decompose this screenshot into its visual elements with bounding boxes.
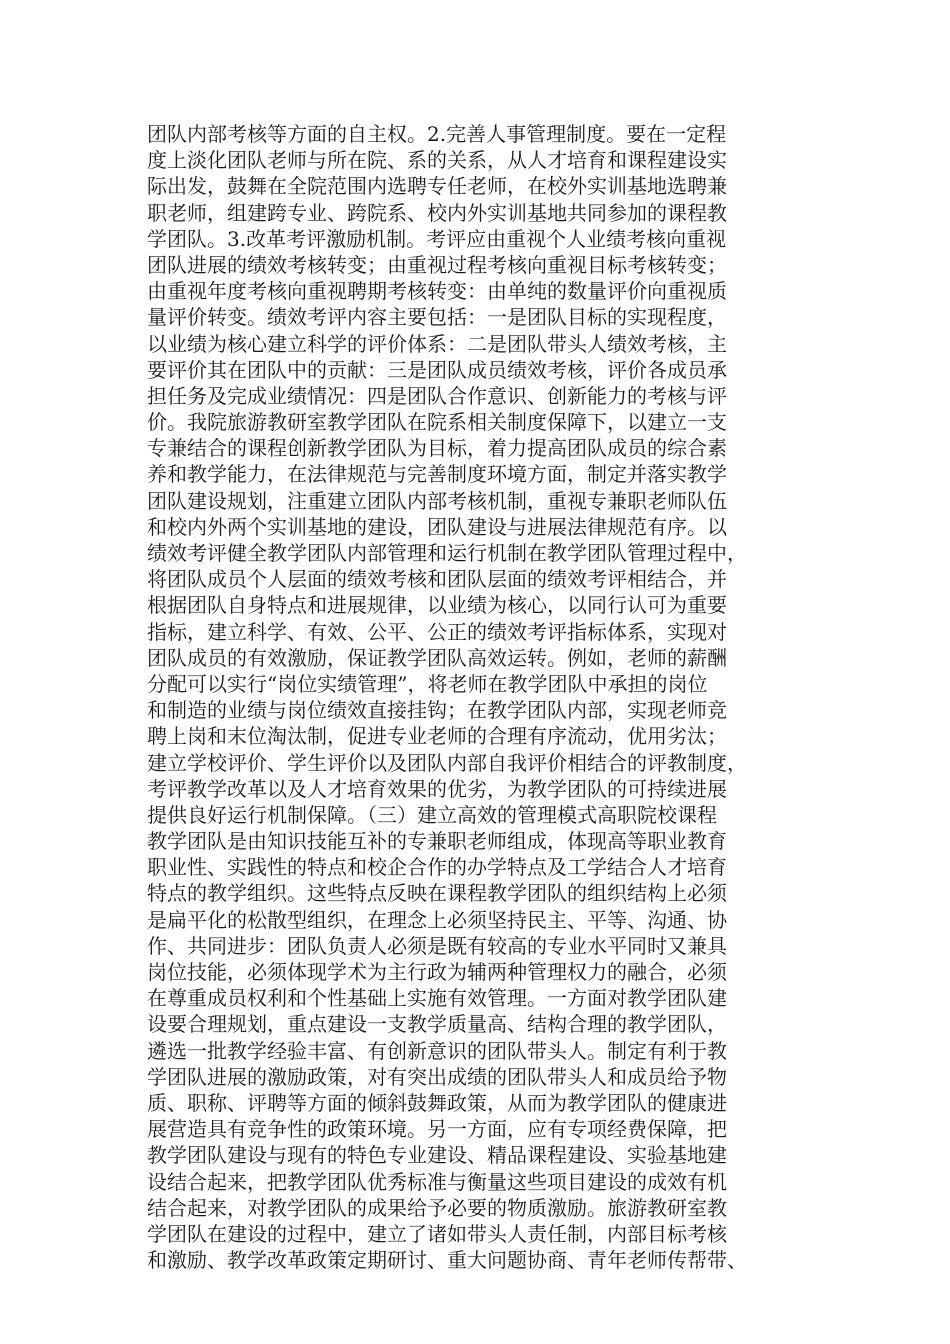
text-line: 教学团队是由知识技能互补的专兼职老师组成，体现高等职业教育	[147, 829, 727, 854]
text-line: 学团队。3.改革考评激励机制。考评应由重视个人业绩考核向重视	[147, 226, 727, 251]
text-line: 度上淡化团队老师与所在院、系的关系，从人才培育和课程建设实	[147, 148, 727, 173]
text-line: 团队进展的绩效考核转变；由重视过程考核向重视目标考核转变；	[147, 252, 727, 277]
text-line: 由重视年度考核向重视聘期考核转变：由单纯的数量评价向重视质	[147, 279, 727, 304]
body-text	[147, 121, 811, 1273]
text-line: 教学团队建设与现有的特色专业建设、精品课程建设、实验基地建	[147, 1143, 727, 1168]
text-line: 设结合起来，把教学团队优秀标准与衡量这些项目建设的成效有机	[147, 1169, 727, 1194]
text-line: 际出发，鼓舞在全院范围内选聘专任老师，在校外实训基地选聘兼	[147, 174, 727, 199]
text-line: 质、职称、评聘等方面的倾斜鼓舞政策，从而为教学团队的健康进	[147, 1090, 727, 1115]
text-line: 担任务及完成业绩情况：四是团队合作意识、创新能力的考核与评	[147, 383, 727, 408]
text-line: 养和教学能力，在法律规范与完善制度环境方面，制定并落实教学	[147, 462, 727, 487]
text-line: 职业性、实践性的特点和校企合作的办学特点及工学结合人才培育	[147, 855, 727, 880]
text-line: 量评价转变。绩效考评内容主要包括：一是团队目标的实现程度，	[147, 305, 727, 330]
text-line: 在尊重成员权利和个性基础上实施有效管理。一方面对教学团队建	[147, 986, 727, 1011]
text-line: 岗位技能，必须体现学术为主行政为辅两种管理权力的融合，必须	[147, 960, 727, 984]
text-line: 和校内外两个实训基地的建设，团队建设与进展法律规范有序。以	[147, 514, 727, 539]
text-line: 和激励、教学改革政策定期研讨、重大问题协商、青年老师传帮带、	[147, 1248, 747, 1273]
text-line: 和制造的业绩与岗位绩效直接挂钩；在教学团队内部，实现老师竞	[147, 698, 727, 723]
text-line: 价。我院旅游教研室教学团队在院系相关制度保障下，以建立一支	[147, 410, 727, 435]
text-line: 提供良好运行机制保障。（三）建立高效的管理模式高职院校课程	[147, 802, 717, 827]
text-line: 职老师，组建跨专业、跨院系、校内外实训基地共同参加的课程教	[147, 200, 727, 225]
text-line: 团队建设规划，注重建立团队内部考核机制，重视专兼职老师队伍	[147, 488, 727, 513]
text-line: 指标，建立科学、有效、公平、公正的绩效考评指标体系，实现对	[147, 619, 727, 644]
text-line: 是扁平化的松散型组织，在理念上必须坚持民主、平等、沟通、协	[147, 907, 727, 932]
text-line: 展营造具有竞争性的政策环境。另一方面，应有专项经费保障，把	[147, 1117, 727, 1142]
text-line: 根据团队自身特点和进展规律，以业绩为核心，以同行认可为重要	[147, 593, 727, 618]
text-line: 团队成员的有效激励，保证教学团队高效运转。例如，老师的薪酬	[147, 645, 727, 670]
text-line: 要评价其在团队中的贡献：三是团队成员绩效考核，评价各成员承	[147, 357, 727, 382]
text-line: 团队内部考核等方面的自主权。2.完善人事管理制度。要在一定程	[147, 122, 727, 146]
text-line: 设要合理规划，重点建设一支教学质量高、结构合理的教学团队，	[147, 1012, 727, 1037]
text-line: 专兼结合的课程创新教学团队为目标，着力提高团队成员的综合素	[147, 436, 727, 461]
text-line: 作、共同进步：团队负责人必须是既有较高的专业水平同时又兼具	[147, 933, 727, 958]
text-line: 考评教学改革以及人才培育效果的优劣，为教学团队的可持续进展	[147, 776, 727, 801]
text-line: 绩效考评健全教学团队内部管理和运行机制在教学团队管理过程中，	[147, 541, 747, 565]
text-line: 遴选一批教学经验丰富、有创新意识的团队带头人。制定有利于教	[147, 1038, 727, 1063]
text-line: 以业绩为核心建立科学的评价体系：二是团队带头人绩效考核，主	[147, 331, 727, 356]
text-line: 学团队进展的激励政策，对有突出成绩的团队带头人和成员给予物	[147, 1064, 727, 1089]
text-line: 聘上岗和末位淘汰制，促进专业老师的合理有序流动，优用劣汰；	[147, 724, 727, 749]
text-line: 结合起来，对教学团队的成果给予必要的物质激励。旅游教研室教	[147, 1195, 727, 1220]
text-line: 特点的教学组织。这些特点反映在课程教学团队的组织结构上必须	[147, 881, 727, 906]
text-line: 学团队在建设的过程中，建立了诸如带头人责任制，内部目标考核	[147, 1221, 727, 1246]
text-line: 建立学校评价、学生评价以及团队内部自我评价相结合的评教制度，	[147, 750, 747, 775]
text-line: 将团队成员个人层面的绩效考核和团队层面的绩效考评相结合，并	[147, 567, 727, 592]
text-line: 分配可以实行“岗位实绩管理”，将老师在教学团队中承担的岗位	[147, 671, 708, 696]
